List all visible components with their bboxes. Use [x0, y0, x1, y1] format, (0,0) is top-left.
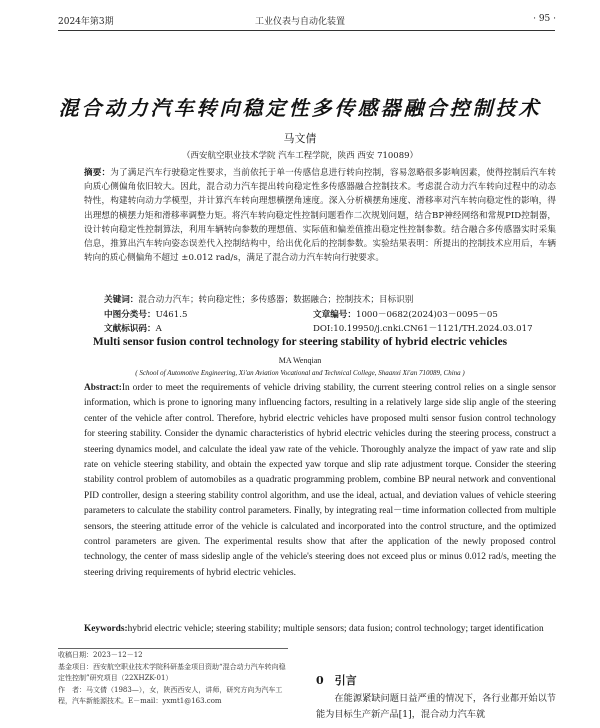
- article-number-value: 1000－0682(2024)03－0095－05: [355, 310, 498, 320]
- affiliation-en: ( School of Automotive Engineering, Xi'an Aviation Vocational and Technical College, Shaanxi Xi'an 710089, China ): [135, 369, 465, 377]
- abstract-en: [84, 381, 556, 581]
- keywords-cn: [104, 293, 556, 305]
- intro-heading: 0 引言: [316, 674, 357, 687]
- article-number: [313, 308, 498, 320]
- header-issue: 2024年第3期: [58, 17, 114, 27]
- header-journal: 工业仪表与自动化装置: [254, 17, 345, 27]
- paper-title-cn: 混合动力汽车转向稳定性多传感器融合控制技术: [58, 96, 542, 120]
- author-cn: 马文倩: [283, 132, 317, 145]
- keywords-en-label: Keywords:: [84, 624, 128, 634]
- abstract-cn-text: 为了满足汽车行驶稳定性要求，当前依托于单一传感信息进行转向控制，容易忽略很多影响因素，使得控制后汽车转向质心侧偏角依旧较大。因此，混合动力汽车提出转向稳定性多传感器融合控制技术。考虑混合动力汽车转向过程中的动态特性，构建转向动力学模型，并计算汽车转向理想横摆角速度。深入分析横摆角速度、滑移率对汽车转向稳定性的影响，得出理想的横摆力矩和滑移率调整力矩。将汽车转向稳定性控制问题看作二次规划问题，结合BP神经网络和常规PID控制器，设计转向稳定性控制算法，利用车辆转向参数的理想值、实际值和偏差值推出稳定性控制参数。结合融合多传感器实时采集信息，推算出汽车转向姿态误差代入控制结构中，给出优化后的控制参数。实验结果表明：所提出的控制技术应用后，车辆转向的质心侧偏角不超过 ±0.012 rad/s，满足了混合动力汽车转向行驶要求。: [84, 168, 556, 264]
- clc-label: 中图分类号：: [104, 310, 156, 320]
- footnote: [58, 650, 290, 708]
- doi: DOI:10.19950/j.cnki.CN61－1121/TH.2024.03.017: [313, 324, 533, 334]
- paper-title-en: Multi sensor fusion control technology for steering stability of hybrid electric vehicles: [92, 336, 508, 348]
- footnote-fund: 基金项目：西安航空职业技术学院科研基金项目资助“混合动力汽车转向稳定性控制”研究项目（22XHZK-01）: [58, 662, 286, 682]
- document-code-label: 文献标识码：: [104, 324, 156, 334]
- keywords-cn-text: 混合动力汽车；转向稳定性；多传感器；数据融合；控制技术；目标识别: [138, 295, 414, 305]
- clc-value: U461.5: [155, 310, 188, 320]
- footnote-author-bio: 作 者：马文倩（1983—），女，陕西西安人，讲师，研究方向为汽车工程，汽车新能源技术。E－mail：yxmt1@163.com: [58, 685, 283, 705]
- abstract-cn: [84, 166, 556, 265]
- document-code: [104, 322, 162, 334]
- article-number-label: 文章编号：: [313, 310, 356, 320]
- author-en: MA Wenqian: [278, 356, 322, 365]
- affiliation-cn: （西安航空职业技术学院 汽车工程学院，陕西 西安 710089）: [181, 151, 419, 161]
- keywords-en-text: hybrid electric vehicle; steering stability; multiple sensors; data fusion; control technology; target identification: [127, 624, 544, 634]
- header-rule: [58, 30, 555, 31]
- abstract-en-text: In order to meet the requirements of vehicle driving stability, the current steering control relies on a single sensor information, which is prone to ignoring many influencing factors, resulting in a relatively large side slip angle of the steering center of the vehicle after control. Therefore, hybrid electric vehicles have proposed multi sensor fusion control technology for steering stability. Consider the dynamic characteristics of hybrid electric vehicles during the steering process, construct a steering dynamics model, and calculate the ideal yaw rate of the vehicle. Thoroughly analyze the impact of yaw rate and slip rate on vehicle steering stability, and obtain the expected yaw torque and slip rate adjustment torque. Consider the steering stability control problem of automobiles as a quadratic programming problem, combine BP neural network and conventional PID controller, design a steering stability control algorithm, and use the ideal, actual, and deviation values of vehicle steering parameters to calculate the stability control parameters. Finally, by integrating real－time information collected from multiple sensors, the steering attitude error of the vehicle is calculated and incorporated into the control structure, and the optimized control parameters are given. The experimental results show that after the application of the newly proposed control technology, the center of mass sideslip angle of the vehicle's steering does not exceed plus or minus 0.012 rad/s, meeting the steering driving requirements of hybrid electric vehicles.: [84, 383, 556, 578]
- footnote-rule: [58, 648, 288, 649]
- footnote-received: 收稿日期：2023－12－12: [58, 651, 143, 659]
- document-code-value: A: [155, 324, 162, 334]
- intro-body: 在能源紧缺问题日益严重的情况下，各行业都开始以节能为目标生产新产品[1]，混合动力汽车就: [316, 693, 556, 720]
- keywords-en: [84, 622, 556, 637]
- abstract-en-label: Abstract:: [84, 383, 122, 393]
- header-page-number: · 95 ·: [533, 14, 556, 24]
- clc-number: [104, 308, 187, 320]
- abstract-cn-label: 摘要：: [84, 168, 111, 178]
- keywords-cn-label: 关键词：: [104, 295, 139, 305]
